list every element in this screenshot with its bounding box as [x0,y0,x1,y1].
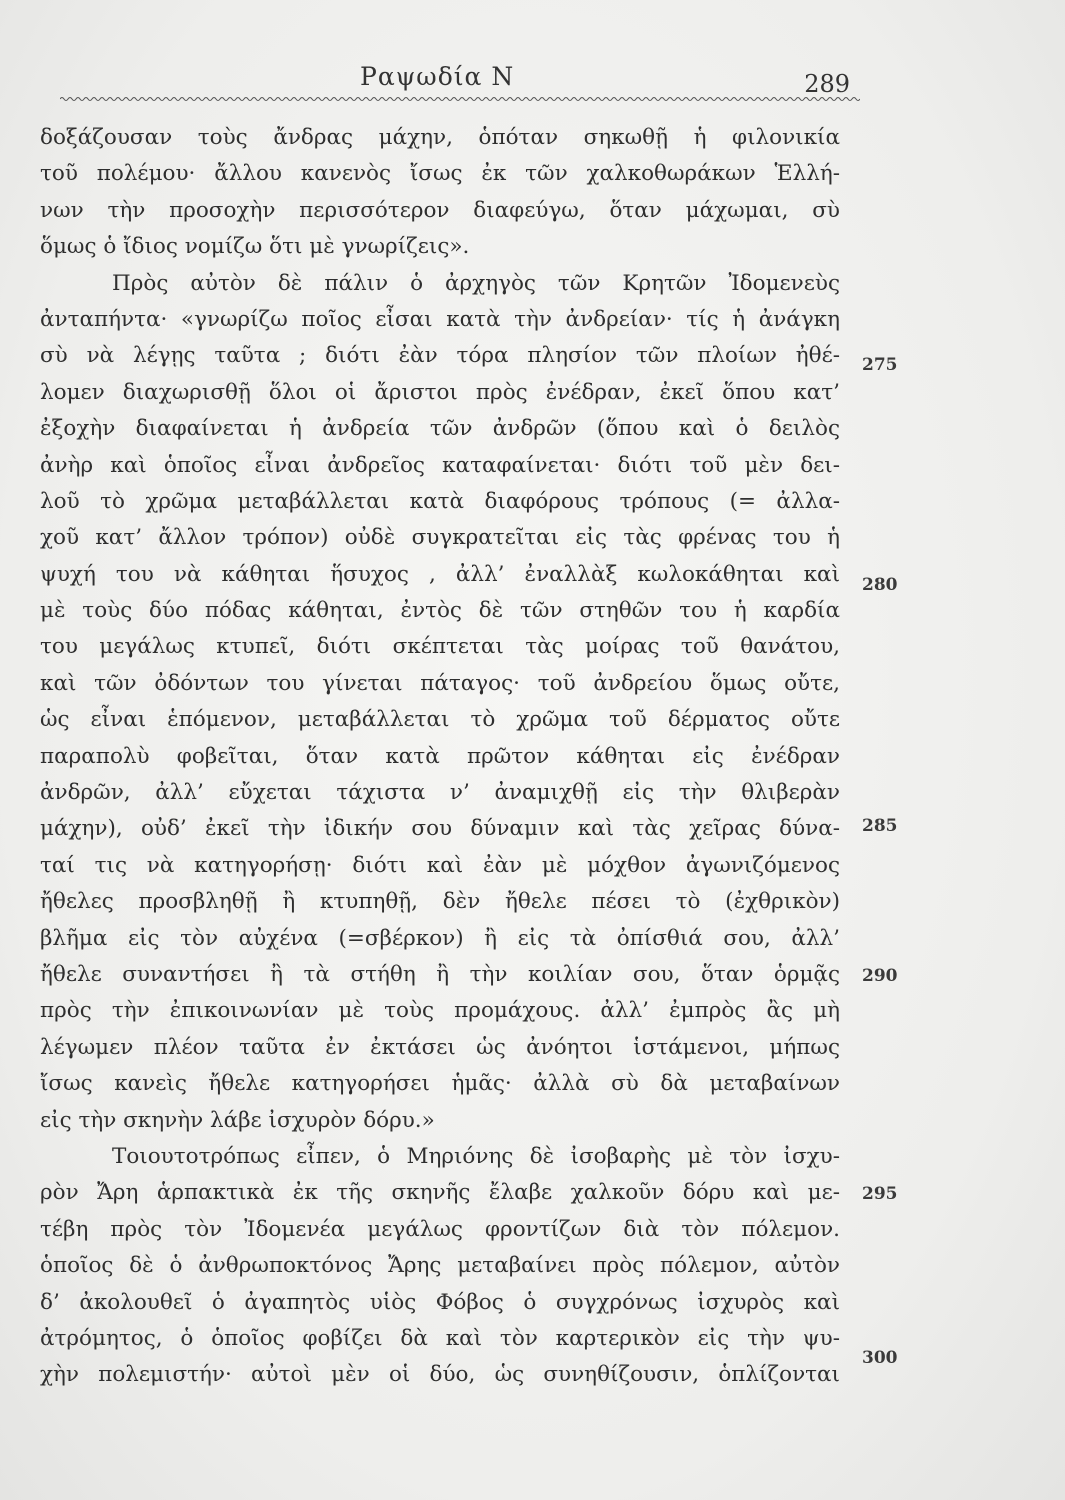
text-line: ρὸν Ἄρη ἁρπακτικὰ ἐκ τῆς σκηνῆς ἔλαβε χαλκοῦν δόρυ καὶ με- [40,1180,840,1206]
text-line: ἀτρόμητος, ὁ ὁποῖος φοβίζει δὰ καὶ τὸν καρτερικὸν εἰς τὴν ψυ- [40,1325,840,1351]
body-text [40,120,840,1394]
text-line: δοξάζουσαν τοὺς ἄνδρας μάχην, ὁπόταν σηκωθῇ ἡ φιλονικία [40,125,840,150]
margin-line-number: 275 [862,355,898,375]
text-line: μὲ τοὺς δύο πόδας κάθηται, ἐντὸς δὲ τῶν στηθῶν του ἡ καρδία [40,598,840,624]
text-line: βλῆμα εἰς τὸν αὐχένα (=σβέρκον) ἢ εἰς τὰ ὀπίσθιά σου, ἀλλ’ [40,925,840,951]
margin-line-number: 295 [862,1184,898,1204]
text-line: ὅμως ὁ ἴδιος νομίζω ὅτι μὲ γνωρίζεις». [40,234,470,260]
margin-line-number: 280 [862,575,898,595]
text-line: χοῦ κατ’ ἄλλον τρόπον) οὐδὲ συγκρατεῖται εἰς τὰς φρένας του ἡ [40,525,840,551]
text-line: χὴν πολεμιστήν· αὐτοὶ μὲν οἱ δύο, ὡς συνηθίζουσιν, ὁπλίζονται [40,1362,840,1388]
text-line: του μεγάλως κτυπεῖ, διότι σκέπτεται τὰς μοίρας τοῦ θανάτου, [40,634,840,660]
text-line: ἐξοχὴν διαφαίνεται ἡ ἀνδρεία τῶν ἀνδρῶν (ὅπου καὶ ὁ δειλὸς [40,416,840,442]
text-line: σὺ νὰ λέγῃς ταῦτα ; διότι ἐὰν τόρα πλησίον τῶν πλοίων ἠθέ- [40,343,840,369]
text-line: καὶ τῶν ὀδόντων του γίνεται πάταγος· τοῦ ἀνδρείου ὅμως οὔτε, [40,670,840,696]
text-line: τέβη πρὸς τὸν Ἰδομενέα μεγάλως φροντίζων διὰ τὸν πόλεμον. [40,1216,840,1242]
text-line: ἀνὴρ καὶ ὁποῖος εἶναι ἀνδρεῖος καταφαίνεται· διότι τοῦ μὲν δει- [40,452,840,478]
text-line: ταί τις νὰ κατηγορήσῃ· διότι καὶ ἐὰν μὲ μόχθον ἀγωνιζόμενος [40,852,840,878]
text-line: παραπολὺ φοβεῖται, ὅταν κατὰ πρῶτον κάθηται εἰς ἐνέδραν [40,743,840,769]
margin-line-number: 290 [862,966,898,986]
margin-line-number: 300 [862,1348,898,1368]
text-line: λοῦ τὸ χρῶμα μεταβάλλεται κατὰ διαφόρους τρόπους (= ἀλλα- [40,488,840,514]
text-line: τοῦ πολέμου· ἄλλου κανενὸς ἴσως ἐκ τῶν χαλκοθωράκων Ἑλλή- [40,161,840,187]
text-line: ἴσως κανεὶς ἤθελε κατηγορήσει ἡμᾶς· ἀλλὰ σὺ δὰ μεταβαίνων [40,1071,840,1097]
text-line: ἀνταπήντα· «γνωρίζω ποῖος εἶσαι κατὰ τὴν ἀνδρείαν· τίς ἡ ἀνάγκη [40,306,840,332]
text-line: Πρὸς αὐτὸν δὲ πάλιν ὁ ἀρχηγὸς τῶν Κρητῶν Ἰδομενεὺς [112,270,840,296]
text-line: ψυχή του νὰ κάθηται ἥσυχος , ἀλλ’ ἐναλλὰξ κωλοκάθηται καὶ [40,561,840,587]
text-line: μάχην), οὐδ’ ἐκεῖ τὴν ἰδικήν σου δύναμιν καὶ τὰς χεῖρας δύνα- [40,816,840,842]
text-line: εἰς τὴν σκηνὴν λάβε ἰσχυρὸν δόρυ.» [40,1107,435,1133]
text-line: Τοιουτοτρόπως εἶπεν, ὁ Μηριόνης δὲ ἰσοβαρὴς μὲ τὸν ἰσχυ- [112,1143,840,1169]
running-title: Ραψωδία Ν [360,62,515,91]
text-line: ὡς εἶναι ἑπόμενον, μεταβάλλεται τὸ χρῶμα τοῦ δέρματος οὔτε [40,707,840,733]
text-line: δ’ ἀκολουθεῖ ὁ ἀγαπητὸς υἱὸς Φόβος ὁ συγχρόνως ἰσχυρὸς καὶ [40,1289,840,1315]
text-line: ἤθελες προσβληθῇ ἢ κτυπηθῇ, δὲν ἤθελε πέσει τὸ (ἐχθρικὸν) [40,889,840,915]
text-line: πρὸς τὴν ἐπικοινωνίαν μὲ τοὺς προμάχους. ἀλλ’ ἐμπρὸς ἂς μὴ [40,998,840,1024]
margin-line-number: 285 [862,816,898,836]
text-line: λομεν διαχωρισθῇ ὅλοι οἱ ἄριστοι πρὸς ἐνέδραν, ἐκεῖ ὅπου κατ’ [40,379,840,405]
text-line: ἤθελε συναντήσει ἢ τὰ στήθη ἢ τὴν κοιλίαν σου, ὅταν ὁρμᾷς [40,961,840,987]
text-line: λέγωμεν πλέον ταῦτα ἐν ἐκτάσει ὡς ἀνόητοι ἱστάμενοι, μήπως [40,1034,840,1060]
text-line: ὁποῖος δὲ ὁ ἀνθρωποκτόνος Ἄρης μεταβαίνει πρὸς πόλεμον, αὐτὸν [40,1253,840,1279]
text-line: ἀνδρῶν, ἀλλ’ εὔχεται τάχιστα ν’ ἀναμιχθῇ εἰς τὴν θλιβερὰν [40,780,840,806]
text-line: νων τὴν προσοχὴν περισσότερον διαφεύγω, ὅταν μάχωμαι, σὺ [40,197,840,223]
header-wavy-rule [60,94,860,104]
page-number: 289 [804,70,850,98]
